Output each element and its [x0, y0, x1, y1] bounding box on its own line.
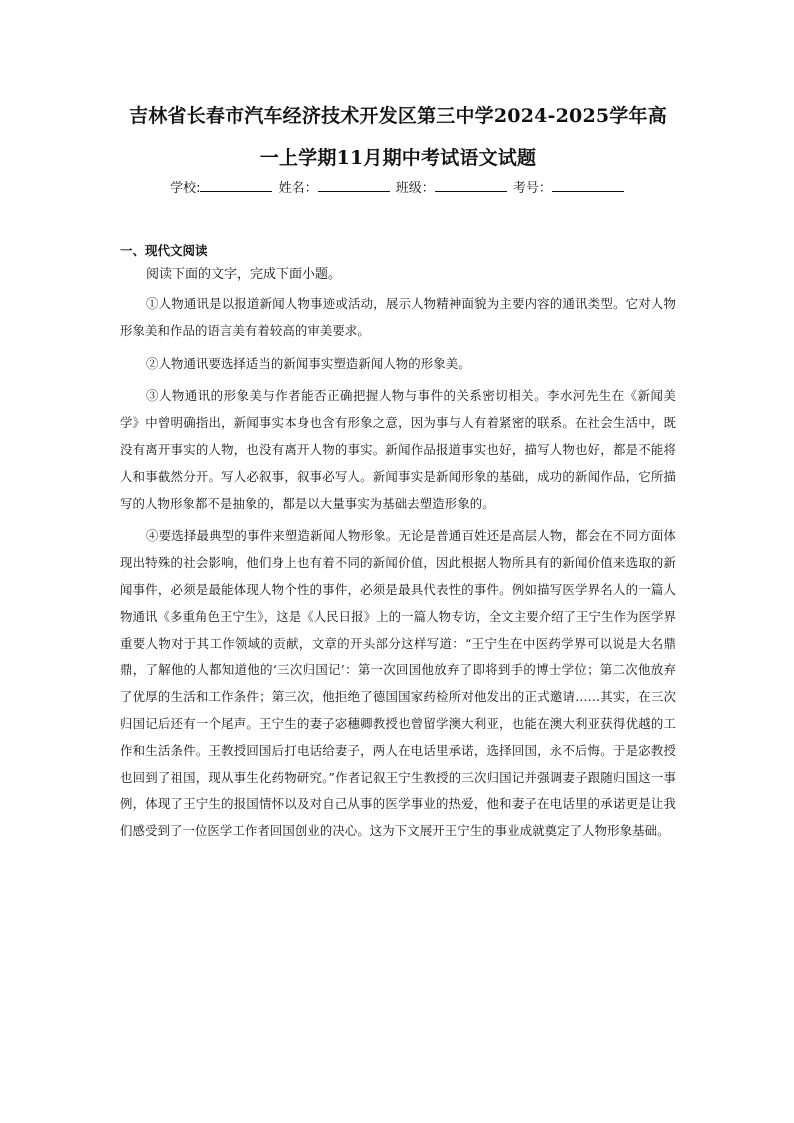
paragraph-1: ①人物通讯是以报道新闻人物事迹或活动，展示人物精神面貌为主要内容的通讯类型。它对人物形象美和作品的语言美有着较高的审美要求。: [120, 296, 676, 338]
exam-number-blank: [552, 178, 624, 192]
paragraph-4: ④要选择最典型的事件来塑造新闻人物形象。无论是普通百姓还是高层人物，都会在不同方面体现出特殊的社会影响，他们身上也有着不同的新闻价值，因此根据人物所具有的新闻价值来选取的新闻事件，必须是最能体现人物个性的事件，必须是最具代表性的事件。例如描写医学界名人的一篇人物通讯《多重角色王宁生》，这是《人民日报》上的一篇人物专访，全文主要介绍了王宁生作为医学界重要人物对于其工作领域的贡献，文章的开头部分这样写道：“王宁生在中医药学界可以说是大名鼎鼎，了解他的人都知道他的‘三次归国记’：第一次回国他放弃了即将到手的博士学位；第二次他放弃了优厚的生活和工作条件；第三次，他拒绝了德国国家药检所对他发出的正式邀请……其实，在三次归国记后还有一个尾声。王宁生的妻子宓穗卿教授也曾留学澳大利亚，也能在澳大利亚获得优越的工作和生活条件。王教授回国后打电话给妻子，两人在电话里承诺，选择回国，永不后悔。于是宓教授也回到了祖国，现从事生化药物研究。”作者记叙王宁生教授的三次归国记并强调妻子跟随归国这一事例，体现了王宁生的报国情怀以及对自己从事的医学事业的热爱，他和妻子在电话里的承诺更是让我们感受到了一位医学工作者回国创业的决心。这为下文展开王宁生的事业成就奠定了人物形象基础。: [120, 528, 676, 839]
title-line-1: 吉林省长春市汽车经济技术开发区第三中学2024-2025学年高: [129, 105, 667, 127]
school-blank: [200, 178, 272, 192]
name-blank: [318, 178, 390, 192]
class-blank: [435, 178, 507, 192]
class-label: 班级：: [395, 181, 435, 196]
school-label: 学校:: [170, 181, 201, 196]
reading-instruction: 阅读下面的文字，完成下面小题。: [146, 267, 342, 282]
name-label: 姓名：: [278, 181, 318, 196]
document-title: [120, 96, 676, 178]
title-line-2: 一上学期11月期中考试语文试题: [259, 147, 537, 169]
paragraph-3: ③人物通讯的形象美与作者能否正确把握人物与事件的关系密切相关。李水河先生在《新闻美学》中曾明确指出，新闻事实本身也含有形象之意，因为事与人有着紧密的联系。在社会生活中，既没有离开事实的人物，也没有离开人物的事实。新闻作品报道事实也好，描写人物也好，都是不能将人和事截然分开。写人必叙事，叙事必写人。新闻事实是新闻形象的基础，成功的新闻作品，它所描写的人物形象都不是抽象的，都是以大量事实为基础去塑造形象的。: [120, 388, 676, 511]
paragraph-2: ②人物通讯要选择适当的新闻事实塑造新闻人物的形象美。: [146, 355, 471, 371]
section-heading: 一、现代文阅读: [120, 243, 208, 258]
exam-number-label: 考号：: [512, 181, 552, 196]
student-info-line: [120, 178, 676, 199]
